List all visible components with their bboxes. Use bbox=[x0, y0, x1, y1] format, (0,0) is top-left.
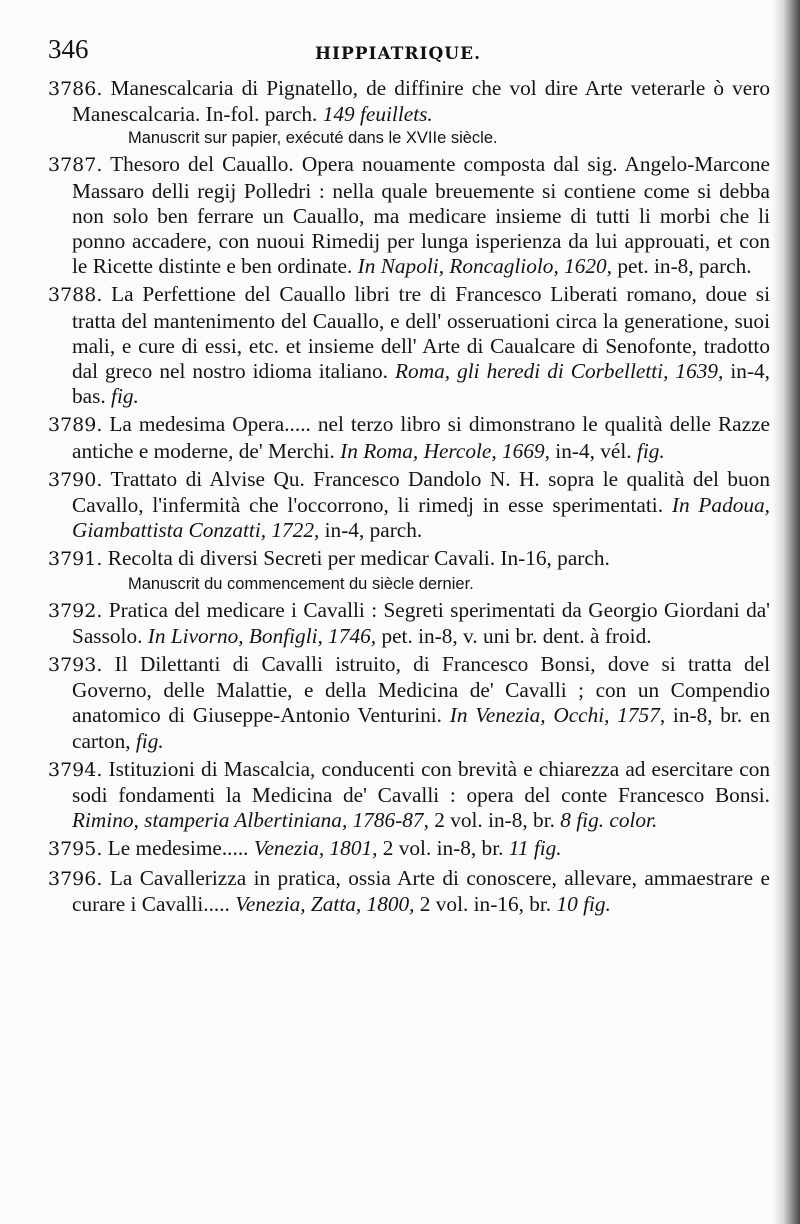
entry-number: 3794. bbox=[48, 758, 103, 781]
catalogue-entry bbox=[48, 152, 770, 279]
running-head bbox=[48, 30, 748, 70]
entry-format: 2 vol. in-8, br. bbox=[434, 808, 555, 833]
entry-number: 3793. bbox=[48, 654, 103, 677]
entry-title: Il Dilettanti di Cavalli istruito, di Francesco Bonsi, dove si tratta del Governo, delle Malattie, e della Medicina de' Cavalli ; con un Compendio anatomico di Giuseppe-Antonio Venturini. bbox=[72, 652, 770, 728]
entry-imprint: In Padoua, Giambattista Conzatti, 1722, bbox=[72, 493, 771, 543]
entry-imprint: In Roma, Hercole, 1669, bbox=[340, 438, 550, 463]
entry-imprint: Rimino, stamperia Albertiniana, 1786-87, bbox=[72, 808, 429, 833]
entry-title: La Perfettione del Cauallo libri tre di Francesco Liberati romano, doue si tratta del mantenimento del Cauallo, e dell' osseruationi circa la generatione, suoi mali, e cure di essi, etc. et insieme dell' Arte di Caualcare di Senofonte, tradotto dal greco nel nostro idioma italiano. bbox=[72, 282, 770, 384]
entry-title: La medesima Opera..... nel terzo libro si dimonstrano le qualità delle Razze antiche e moderne, de' Merchi. bbox=[72, 412, 770, 463]
entry-title: Trattato di Alvise Qu. Francesco Dandolo N. H. sopra le qualità del buon Cavallo, l'infermità che l'occorrono, li rimedj in esse sperimentati. bbox=[72, 466, 770, 518]
page-gutter-shadow bbox=[772, 0, 800, 1224]
entry-illustrations: 11 fig. bbox=[508, 836, 562, 861]
entry-format: in-4, bas. bbox=[72, 359, 771, 409]
entry-number: 3786. bbox=[48, 78, 103, 100]
entry-format: 2 vol. in-16, br. bbox=[419, 891, 552, 916]
entry-title: Thesoro del Cauallo. Opera nouamente composta dal sig. Angelo-Marcone Massaro delli regij Polledri : nella quale breuemente si contiene come si debba non solo ben ferrare un Cauallo, ma medicare insieme di tutti li morbi che li ponno accadere, con nuoui Rimedij per lunga isperienza da lui approuati, et con le Ricette distinte e ben ordinate. bbox=[72, 152, 770, 279]
entry-title: Recolta di diversi Secreti per medicar Cavali. In-16, parch. bbox=[107, 546, 610, 571]
entry-imprint: In Livorno, Bonfigli, 1746, bbox=[147, 623, 377, 648]
entry-number: 3796. bbox=[48, 867, 103, 890]
entry-imprint: Venezia, Zatta, 1800, bbox=[235, 891, 415, 916]
catalogue-entry bbox=[48, 467, 770, 544]
entry-note: Manuscrit sur papier, exécuté dans le XVIIe siècle. bbox=[128, 129, 498, 148]
entry-format: in-4, vél. bbox=[555, 438, 632, 463]
running-title: HIPPIATRIQUE. bbox=[314, 44, 482, 64]
entry-number: 3792. bbox=[48, 599, 103, 622]
entry-illustrations: fig. bbox=[636, 438, 665, 463]
entry-imprint: 149 feuillets. bbox=[322, 102, 433, 127]
catalogue-entry bbox=[48, 282, 770, 409]
page-number: 346 bbox=[48, 34, 89, 64]
entry-title: Manescalcaria di Pignatello, de diffinire che vol dire Arte veterarle ò vero Manescalcaria. In-fol. parch. bbox=[72, 76, 770, 127]
catalogue-entry bbox=[48, 76, 770, 149]
entry-number: 3790. bbox=[48, 468, 103, 491]
entry-format: pet. in-8, parch. bbox=[617, 254, 752, 279]
entry-illustrations: 10 fig. bbox=[556, 891, 611, 916]
entry-title: Istituzioni di Mascalcia, conducenti con brevità e chiarezza ad esercitare con sodi fondamenti la Medicina de' Cavalli : opera del conte Francesco Bonsi. bbox=[72, 756, 771, 808]
entry-imprint: In Venezia, Occhi, 1757, bbox=[449, 703, 666, 728]
catalogue-entry bbox=[48, 836, 770, 862]
entry-number: 3788. bbox=[48, 284, 103, 307]
entry-number: 3787. bbox=[48, 154, 103, 177]
entry-illustrations: fig. bbox=[135, 728, 164, 753]
catalogue-entry bbox=[48, 412, 770, 463]
entry-number: 3791. bbox=[48, 548, 103, 571]
entry-illustrations: fig. bbox=[111, 384, 139, 409]
entry-imprint: Roma, gli heredi di Corbelletti, 1639, bbox=[395, 359, 724, 384]
entry-imprint: In Napoli, Roncagliolo, 1620, bbox=[357, 254, 613, 279]
entry-number: 3789. bbox=[48, 414, 103, 437]
entry-imprint: Venezia, 1801, bbox=[253, 836, 378, 861]
entry-note: Manuscrit du commencement du siècle dernier. bbox=[128, 574, 474, 593]
entry-format: pet. in-8, v. uni br. dent. à froid. bbox=[381, 623, 652, 648]
catalogue-entry bbox=[48, 866, 770, 917]
entry-number: 3795. bbox=[48, 838, 103, 861]
catalogue-entry bbox=[48, 546, 770, 594]
entry-format: 2 vol. in-8, br. bbox=[382, 836, 504, 861]
catalogue-entry bbox=[48, 598, 770, 649]
entry-title: Pratica del medicare i Cavalli : Segreti sperimentati da Georgio Giordani da' Sassolo. bbox=[72, 597, 771, 648]
catalogue-entry bbox=[48, 652, 770, 754]
catalogue-entry bbox=[48, 757, 770, 834]
entry-title: Le medesime..... bbox=[107, 836, 249, 861]
entry-format: in-4, parch. bbox=[324, 518, 423, 543]
entry-format: in-8, br. en carton, bbox=[72, 703, 770, 753]
catalogue-entries bbox=[48, 76, 770, 917]
entry-illustrations: 8 fig. color. bbox=[560, 808, 658, 833]
entry-title: La Cavallerizza in pratica, ossia Arte di conoscere, allevare, ammaestrare e curare i Cavalli..... bbox=[72, 865, 771, 916]
